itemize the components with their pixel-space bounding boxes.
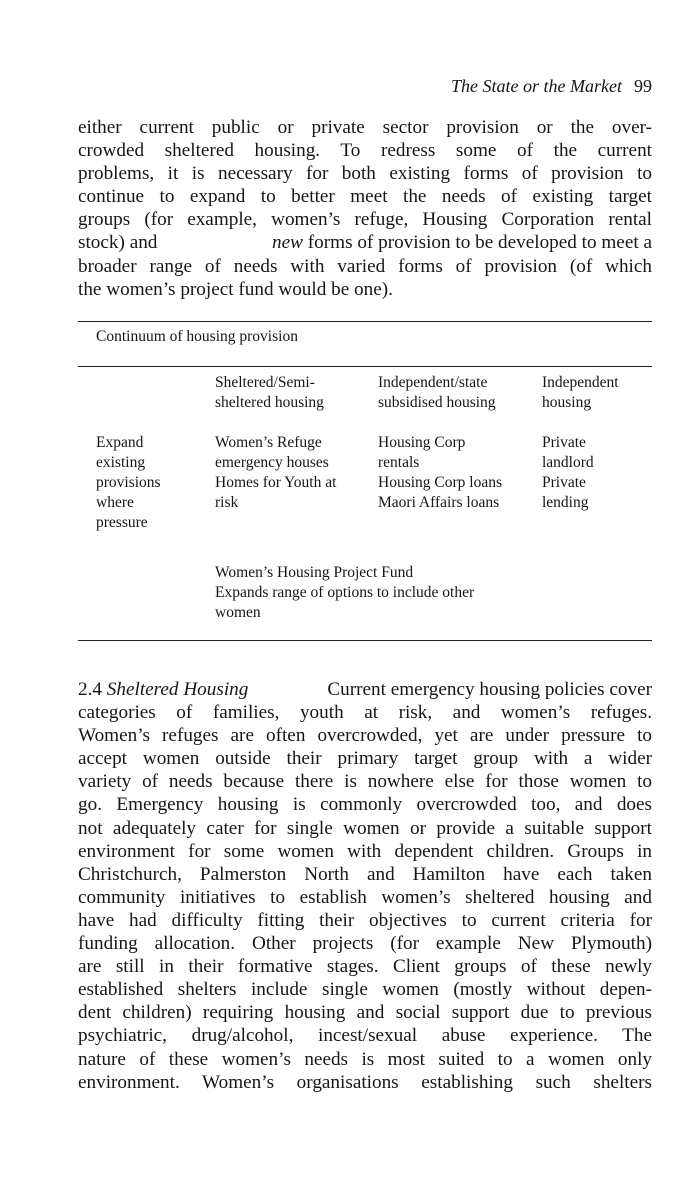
- text-line: accept women outside their primary target group with a wider: [78, 748, 652, 770]
- text-line: Women’s refuges are often overcrowded, yet are under pressure to: [78, 725, 652, 747]
- text-line: groups (for example, women’s refuge, Housing Corporation rental: [78, 209, 652, 231]
- text-line: nature of these women’s needs is most suited to a women only: [78, 1048, 652, 1070]
- text-line: continue to expand to better meet the needs of existing target: [78, 186, 652, 208]
- running-header: [451, 76, 652, 97]
- text-line: psychiatric, drug/alcohol, incest/sexual abuse experience. The: [78, 1025, 652, 1047]
- text-line: have had difficulty fitting their objectives to current criteria for: [78, 909, 652, 931]
- section-number: 2.4: [78, 679, 102, 700]
- text-line: problems, it is necessary for both existing forms of provision to: [78, 163, 652, 185]
- text-line: not adequately cater for single women or provide a suitable support: [78, 817, 652, 839]
- text-line: go. Emergency housing is commonly overcrowded too, and does: [78, 794, 652, 816]
- text-line: categories of families, youth at risk, and women’s refuges.: [78, 702, 652, 724]
- sheltered-items: Women’s Refuge emergency houses Homes for Youth at risk: [215, 434, 337, 511]
- text-line: [78, 678, 652, 701]
- section-paragraph: [78, 678, 652, 1094]
- col-header-sheltered: Sheltered/Semi- sheltered housing: [215, 374, 324, 411]
- text-line: environment for some women with dependent children. Groups in: [78, 840, 652, 862]
- text-segment: Current emergency housing policies cover: [327, 679, 652, 700]
- table-header-rule: [78, 366, 652, 367]
- table-bottom-rule: [78, 640, 652, 641]
- text-segment: stock) and: [78, 232, 163, 254]
- table-top-rule: [78, 321, 652, 322]
- emphasis: new: [272, 232, 303, 254]
- text-line: either current public or private sector provision or the over-: [78, 117, 652, 138]
- text-line: are still in their formative stages. Client groups of these newly: [78, 956, 652, 978]
- text-segment: forms of provision to be developed to meet a: [302, 232, 652, 254]
- text-line: variety of needs because there is nowhere else for those women to: [78, 771, 652, 793]
- text-line: community initiatives to establish women’s sheltered housing and: [78, 886, 652, 908]
- text-line: environment. Women’s organisations establishing such shelters: [78, 1071, 652, 1093]
- running-title: The State or the Market: [451, 76, 622, 96]
- text-line: Christchurch, Palmerston North and Hamilton have each taken: [78, 863, 652, 885]
- text-line: broader range of needs with varied forms of provision (of which: [78, 255, 652, 277]
- page-number: 99: [634, 76, 652, 96]
- text-line: crowded sheltered housing. To redress some of the current: [78, 140, 652, 162]
- text-line: the women’s project fund would be one).: [78, 278, 393, 300]
- text-line: funding allocation. Other projects (for example New Plymouth): [78, 933, 652, 955]
- text-line: established shelters include single women (mostly without depen-: [78, 979, 652, 1001]
- text-line: [78, 231, 652, 254]
- independent-items: Private landlord Private lending: [542, 434, 594, 511]
- section-heading: Sheltered Housing: [106, 679, 249, 700]
- state-items: Housing Corp rentals Housing Corp loans Maori Affairs loans: [378, 434, 502, 511]
- intro-paragraph: [78, 116, 652, 301]
- row-label: Expand existing provisions where pressure: [96, 434, 161, 531]
- text-line: dent children) requiring housing and social support due to previous: [78, 1002, 652, 1024]
- fund-note: Women’s Housing Project Fund Expands range of options to include other women: [215, 564, 475, 621]
- col-header-independent-state: Independent/state subsidised housing: [378, 374, 496, 411]
- col-header-independent: Independent housing: [542, 374, 619, 411]
- table-caption: Continuum of housing provision: [96, 328, 298, 345]
